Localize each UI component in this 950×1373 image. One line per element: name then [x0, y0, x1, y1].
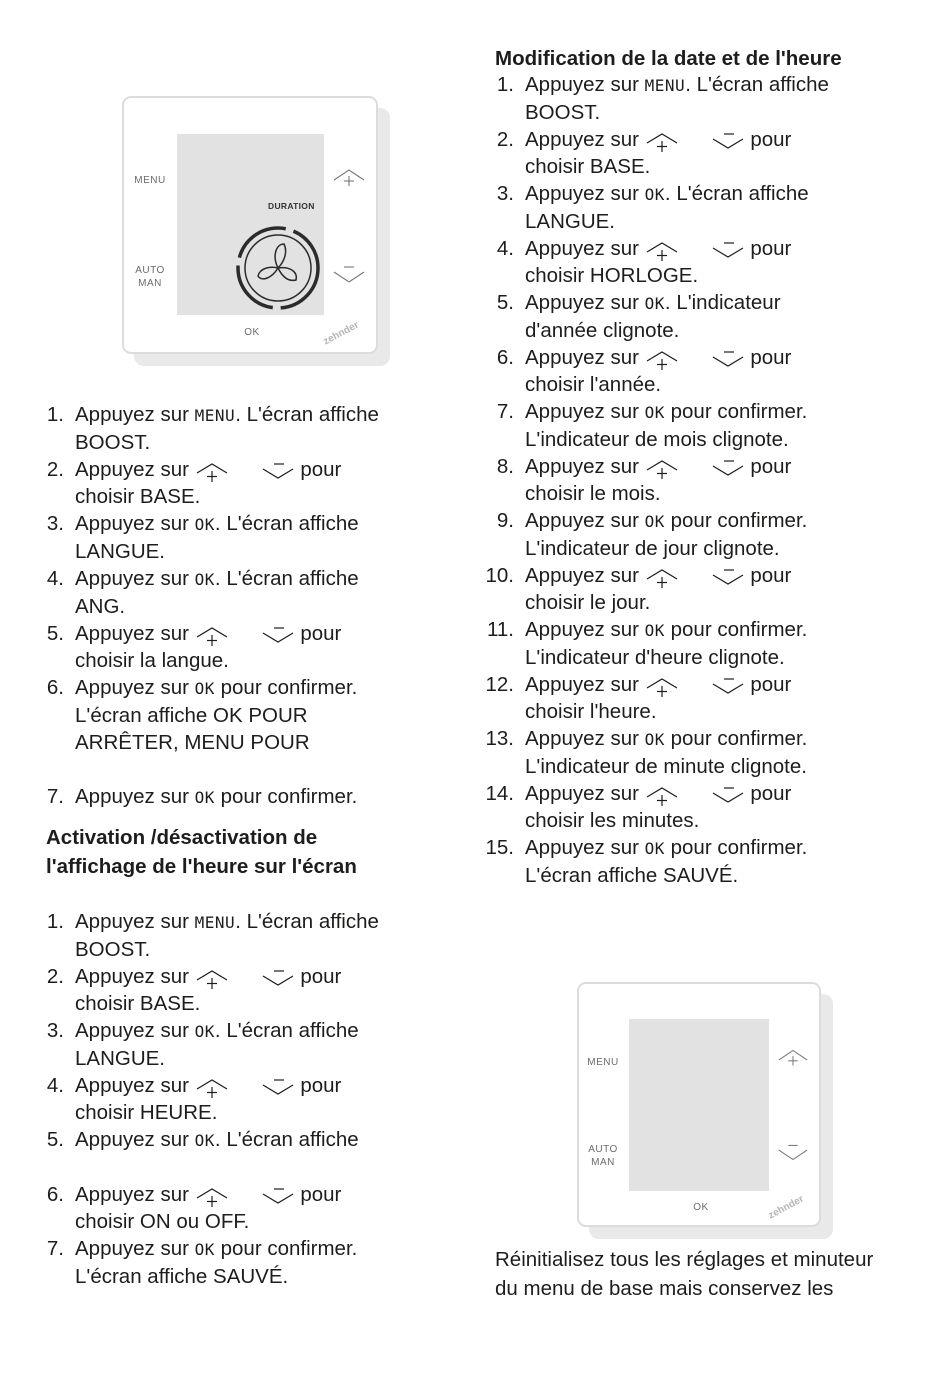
step-number: 3 . [18, 1017, 64, 1044]
step-text: Appuyez sur [525, 128, 645, 151]
step-text: Appuyez sur [525, 673, 645, 696]
ok-key-label: OK [194, 788, 215, 807]
step-text-line [525, 317, 938, 344]
date-time-steps-list [468, 71, 938, 889]
up-arrow-plus-icon [195, 459, 229, 483]
step-text-line [525, 589, 938, 616]
step-number: 5 . [18, 620, 64, 647]
step-text-line [525, 480, 938, 507]
step-number: 1 . [18, 401, 64, 428]
step-text-line [525, 616, 938, 644]
step-text-line [525, 807, 938, 834]
step-text: BOOST. [525, 101, 601, 124]
step-text-line [525, 208, 938, 235]
step-text: pour confirmer. [664, 400, 808, 423]
down-arrow-minus-icon [711, 456, 745, 480]
step-text-line [525, 834, 938, 862]
step-text: Appuyez sur [75, 1128, 195, 1151]
section-title-date-time: Modification de la date et de l'heure [495, 47, 842, 70]
language-steps-list [18, 401, 468, 811]
menu-key-label: MENU [194, 406, 236, 425]
list-item [468, 834, 938, 889]
step-text: Appuyez sur [525, 182, 645, 205]
step-text-line [75, 783, 468, 811]
step-text: choisir BASE. [75, 992, 201, 1015]
step-text: LANGUE. [75, 540, 165, 563]
list-item [468, 180, 938, 235]
step-text-line [525, 344, 938, 371]
list-item [468, 71, 938, 126]
step-number: 13 . [468, 725, 514, 752]
step-text: pour [744, 673, 792, 696]
step-text: pour [294, 965, 342, 988]
list-item [468, 507, 938, 562]
ok-key-label: OK [194, 515, 215, 534]
down-arrow-minus-icon [711, 783, 745, 807]
step-text: pour [744, 237, 792, 260]
step-text-line [75, 1099, 468, 1126]
up-arrow-plus-icon [645, 674, 679, 698]
step-number: 14 . [468, 780, 514, 807]
step-number: 4 . [18, 565, 64, 592]
step-text-line [75, 456, 468, 483]
step-text: L'indicateur de mois clignote. [525, 428, 789, 451]
step-number: 6 . [18, 674, 64, 701]
step-text: Appuyez sur [525, 564, 645, 587]
step-text: pour [744, 782, 792, 805]
up-arrow-icon [332, 168, 366, 188]
list-item [18, 963, 468, 1017]
step-text-line [75, 565, 468, 593]
step-number: 3 . [18, 510, 64, 537]
step-text: Appuyez sur [525, 237, 645, 260]
step-text-line [75, 908, 468, 936]
step-number: 2 . [18, 963, 64, 990]
step-text-line [75, 936, 468, 963]
step-text-line [75, 1072, 468, 1099]
step-text-line [75, 538, 468, 565]
step-text: L'indicateur de minute clignote. [525, 755, 807, 778]
step-text: pour confirmer. [664, 836, 808, 859]
step-text: pour confirmer. [214, 1237, 358, 1260]
step-text-line [525, 180, 938, 208]
list-item [468, 398, 938, 453]
step-text: . L'écran affiche [235, 910, 379, 933]
step-text: Appuyez sur [75, 676, 195, 699]
up-arrow-plus-icon [645, 565, 679, 589]
list-item [468, 453, 938, 507]
step-text-line [75, 401, 468, 429]
down-arrow-icon [777, 1142, 809, 1162]
control-unit-illustration-blank [577, 982, 821, 1227]
step-text: pour [294, 1074, 342, 1097]
step-text: pour [294, 622, 342, 645]
up-arrow-icon [777, 1048, 809, 1068]
up-arrow-plus-icon [645, 238, 679, 262]
list-item [18, 674, 468, 783]
step-number: 7 . [18, 1235, 64, 1262]
step-text: choisir l'heure. [525, 700, 657, 723]
step-number: 5 . [18, 1126, 64, 1153]
step-text: . L'écran affiche [214, 1128, 359, 1151]
step-text-line [75, 1263, 468, 1290]
step-text: Appuyez sur [75, 910, 195, 933]
up-arrow-plus-icon [645, 783, 679, 807]
step-text-line [525, 426, 938, 453]
menu-key-label: MENU [644, 76, 686, 95]
up-arrow-plus-icon [645, 456, 679, 480]
down-arrow-minus-icon [711, 674, 745, 698]
step-text: Appuyez sur [75, 403, 195, 426]
step-text: Appuyez sur [525, 73, 645, 96]
step-text-line [525, 698, 938, 725]
menu-button-label: MENU [587, 1057, 619, 1068]
step-text: choisir HEURE. [75, 1101, 218, 1124]
step-text: Appuyez sur [525, 509, 645, 532]
step-number: 3 . [468, 180, 514, 207]
step-text: Appuyez sur [75, 1019, 195, 1042]
step-text: ANG. [75, 595, 126, 618]
step-text: Appuyez sur [525, 782, 645, 805]
step-text: Appuyez sur [75, 785, 195, 808]
step-text: . L'écran affiche [214, 1019, 359, 1042]
step-text-line [75, 702, 468, 729]
list-item [18, 1181, 468, 1235]
step-text: pour confirmer. [214, 676, 358, 699]
step-text: Appuyez sur [525, 727, 645, 750]
step-text-line [525, 153, 938, 180]
step-text-line [525, 262, 938, 289]
menu-key-label: MENU [194, 913, 236, 932]
step-number: 4 . [468, 235, 514, 262]
step-text: . L'écran affiche [664, 182, 809, 205]
ok-key-label: OK [644, 185, 665, 204]
list-item [468, 235, 938, 289]
up-arrow-plus-icon [645, 129, 679, 153]
step-text-line [75, 1235, 468, 1263]
ok-key-label: OK [194, 570, 215, 589]
step-text-line [525, 507, 938, 535]
step-text: Appuyez sur [75, 1183, 195, 1206]
step-text: pour [744, 455, 792, 478]
step-text-line [525, 99, 938, 126]
step-text: Appuyez sur [75, 622, 195, 645]
step-number: 7 . [468, 398, 514, 425]
down-arrow-icon [332, 264, 366, 284]
step-text: ARRÊTER, MENU POUR [75, 731, 310, 754]
step-number: 10 . [468, 562, 514, 589]
auto-label: AUTO [588, 1144, 618, 1155]
step-text-line [525, 126, 938, 153]
step-text: . L'écran affiche [235, 403, 379, 426]
list-item [18, 565, 468, 620]
step-text-line [525, 289, 938, 317]
step-number: 1 . [468, 71, 514, 98]
step-text: L'écran affiche OK POUR [75, 704, 308, 727]
down-arrow-minus-icon [261, 623, 295, 647]
step-text-line [75, 729, 468, 756]
step-text: . L'écran affiche [685, 73, 829, 96]
list-item [18, 1017, 468, 1072]
step-text-line [75, 1045, 468, 1072]
step-text-line [525, 753, 938, 780]
section-title-line: l'affichage de l'heure sur l'écran [46, 855, 357, 878]
step-text: choisir HORLOGE. [525, 264, 699, 287]
menu-button-label: MENU [134, 175, 166, 186]
list-item [468, 344, 938, 398]
up-arrow-plus-icon [195, 623, 229, 647]
step-text: BOOST. [75, 938, 151, 961]
step-number: 8 . [468, 453, 514, 480]
down-arrow-minus-icon [261, 966, 295, 990]
step-text: Appuyez sur [525, 291, 645, 314]
ok-key-label: OK [644, 621, 665, 640]
step-text-line [75, 1181, 468, 1208]
step-text: Appuyez sur [75, 512, 195, 535]
step-text: . L'écran affiche [214, 567, 359, 590]
step-text: L'indicateur de jour clignote. [525, 537, 780, 560]
list-item [18, 510, 468, 565]
step-text-line [525, 398, 938, 426]
step-text: pour [294, 458, 342, 481]
step-number: 6 . [468, 344, 514, 371]
list-item [18, 401, 468, 456]
device-display [629, 1019, 769, 1191]
step-text-line [525, 671, 938, 698]
step-text-line [75, 593, 468, 620]
step-text-line [75, 1154, 468, 1181]
step-text: choisir ON ou OFF. [75, 1210, 250, 1233]
list-item [468, 126, 938, 180]
ok-key-label: OK [194, 1022, 215, 1041]
up-arrow-plus-icon [195, 966, 229, 990]
down-arrow-minus-icon [711, 565, 745, 589]
step-text-line [75, 483, 468, 510]
step-text: L'indicateur d'heure clignote. [525, 646, 785, 669]
step-text: . L'écran affiche [214, 512, 359, 535]
step-text-line [525, 862, 938, 889]
down-arrow-minus-icon [261, 1075, 295, 1099]
ok-key-label: OK [194, 1131, 215, 1150]
list-item [468, 780, 938, 834]
step-text: pour confirmer. [214, 785, 358, 808]
step-text: Appuyez sur [75, 567, 195, 590]
step-text: pour confirmer. [664, 727, 808, 750]
step-text-line [75, 963, 468, 990]
step-text: choisir le jour. [525, 591, 651, 614]
step-text: Appuyez sur [525, 455, 645, 478]
auto-label: AUTO [135, 265, 165, 276]
list-item [18, 908, 468, 963]
step-number: 12 . [468, 671, 514, 698]
man-label: MAN [591, 1157, 615, 1168]
down-arrow-minus-icon [711, 238, 745, 262]
ok-key-label: OK [644, 512, 665, 531]
ok-button-label: OK [244, 327, 260, 338]
down-arrow-minus-icon [261, 1184, 295, 1208]
step-text: pour [744, 346, 792, 369]
list-item [18, 456, 468, 510]
step-text-line [525, 562, 938, 589]
brand-logo: zehnder [766, 1193, 806, 1222]
step-text-line [525, 71, 938, 99]
brand-logo: zehnder [321, 319, 361, 348]
step-text: Appuyez sur [75, 1074, 195, 1097]
step-text: Appuyez sur [525, 836, 645, 859]
step-text-line [525, 371, 938, 398]
down-arrow-minus-icon [711, 347, 745, 371]
step-text: choisir BASE. [75, 485, 201, 508]
step-number: 11 . [468, 616, 514, 643]
step-text-line [75, 674, 468, 702]
down-arrow-minus-icon [711, 129, 745, 153]
step-text: BOOST. [75, 431, 151, 454]
step-text: choisir le mois. [525, 482, 661, 505]
auto-man-button-label [585, 1143, 621, 1169]
step-text: pour [744, 128, 792, 151]
reset-paragraph [495, 1245, 935, 1303]
step-text: pour confirmer. [664, 618, 808, 641]
list-item [18, 1126, 468, 1181]
step-text: LANGUE. [525, 210, 615, 233]
ok-key-label: OK [644, 294, 665, 313]
control-unit-illustration [122, 96, 378, 354]
step-text: Appuyez sur [525, 618, 645, 641]
step-text: L'écran affiche SAUVÉ. [525, 864, 739, 887]
step-text-line [75, 510, 468, 538]
step-text: Appuyez sur [75, 965, 195, 988]
list-item [18, 1072, 468, 1126]
step-text-line [75, 647, 468, 674]
man-label: MAN [138, 278, 162, 289]
section-title-time-display [46, 823, 466, 881]
ok-key-label: OK [194, 1240, 215, 1259]
step-text: L'écran affiche SAUVÉ. [75, 1265, 289, 1288]
step-text: choisir les minutes. [525, 809, 700, 832]
time-display-steps-list [18, 908, 468, 1290]
step-text: choisir BASE. [525, 155, 651, 178]
list-item [18, 783, 468, 811]
paragraph-line: Réinitialisez tous les réglages et minuteur [495, 1248, 874, 1271]
ok-key-label: OK [644, 730, 665, 749]
ok-key-label: OK [194, 679, 215, 698]
down-arrow-minus-icon [261, 459, 295, 483]
duration-label: DURATION [268, 201, 315, 211]
up-arrow-plus-icon [195, 1075, 229, 1099]
ok-key-label: OK [644, 403, 665, 422]
step-text-line [525, 453, 938, 480]
step-number: 15 . [468, 834, 514, 861]
step-text-line [525, 725, 938, 753]
step-number: 6 . [18, 1181, 64, 1208]
step-text-line [75, 756, 468, 783]
section-title-line: Activation /désactivation de [46, 826, 318, 849]
list-item [468, 289, 938, 344]
up-arrow-plus-icon [195, 1184, 229, 1208]
step-number: 5 . [468, 289, 514, 316]
step-text-line [75, 429, 468, 456]
step-text: Appuyez sur [75, 458, 195, 481]
step-text: choisir la langue. [75, 649, 229, 672]
step-text-line [525, 235, 938, 262]
step-text-line [525, 535, 938, 562]
list-item [468, 562, 938, 616]
step-text-line [75, 1126, 468, 1154]
list-item [468, 725, 938, 780]
step-text: Appuyez sur [75, 1237, 195, 1260]
step-text-line [525, 780, 938, 807]
step-text: choisir l'année. [525, 373, 662, 396]
step-number: 4 . [18, 1072, 64, 1099]
step-text: Appuyez sur [525, 346, 645, 369]
list-item [468, 671, 938, 725]
step-text-line [525, 644, 938, 671]
ok-button-label: OK [693, 1202, 709, 1213]
step-text-line [75, 620, 468, 647]
step-number: 1 . [18, 908, 64, 935]
list-item [468, 616, 938, 671]
step-text-line [75, 1017, 468, 1045]
step-number: 2 . [18, 456, 64, 483]
step-text: d'année clignote. [525, 319, 680, 342]
paragraph-line: du menu de base mais conservez les [495, 1277, 834, 1300]
step-text: LANGUE. [75, 1047, 165, 1070]
step-text: Appuyez sur [525, 400, 645, 423]
step-number: 2 . [468, 126, 514, 153]
auto-man-button-label [132, 264, 168, 290]
list-item [18, 1235, 468, 1290]
step-text: pour [294, 1183, 342, 1206]
step-number: 9 . [468, 507, 514, 534]
fan-dial-icon [232, 222, 324, 314]
step-text: pour [744, 564, 792, 587]
ok-key-label: OK [644, 839, 665, 858]
step-text: . L'indicateur [664, 291, 781, 314]
up-arrow-plus-icon [645, 347, 679, 371]
step-number: 7 . [18, 783, 64, 810]
step-text-line [75, 1208, 468, 1235]
list-item [18, 620, 468, 674]
step-text: pour confirmer. [664, 509, 808, 532]
step-text-line [75, 990, 468, 1017]
